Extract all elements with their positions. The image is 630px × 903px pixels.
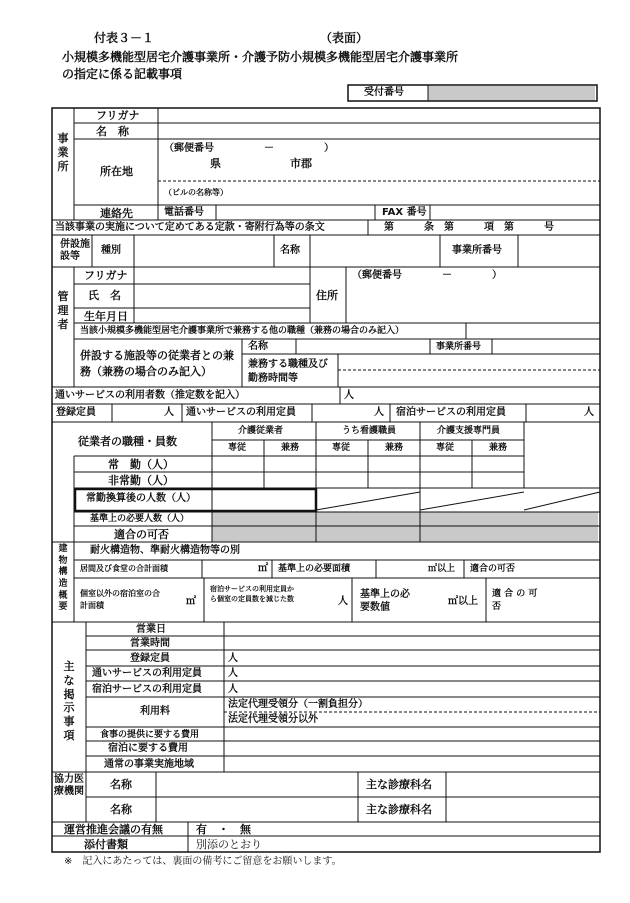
title-line2: の指定に係る記載事項 [62, 67, 183, 81]
medical-section-label: 協力医療機関 [54, 774, 84, 797]
notice-fee-covered: 法定代理受領分（一割負担分） [228, 699, 368, 710]
manager-postal: （郵便番号 － ） [352, 270, 502, 281]
office-building: （ビルの名称等） [164, 188, 228, 197]
stay-capacity-label: 宿泊サービスの利用定員 [396, 407, 506, 418]
office-section-label: 事業所 [57, 132, 69, 173]
medical1-subject-label: 主な診療科名 [366, 778, 432, 791]
medical2-subject-label: 主な診療科名 [366, 803, 432, 816]
manager-facility-staff: 併設する施設等の従業者との兼務（兼務の場合のみ記入） [80, 349, 234, 378]
staff-sen-3: 専従 [436, 443, 455, 453]
article-number: 第 条 第 項 第 号 [384, 222, 554, 233]
living-area-unit: ㎡ [258, 563, 268, 574]
staff-sen-1: 専従 [228, 443, 247, 453]
notice-day-capacity-label: 通いサービスの利用定員 [92, 668, 202, 679]
footnote: ※ 記入にあたっては、裏面の備考にご留意をお願いします。 [64, 856, 342, 867]
staff-row-fulltime: 常 勤（人） [108, 458, 174, 471]
estimated-users-label: 通いサービスの利用者数（推定数を記入） [55, 390, 245, 401]
office-fax-label: FAX 番号 [382, 207, 427, 218]
meeting-label: 運営推進会議の有無 [64, 823, 163, 836]
rooms-fit-label: 適 合 の 可 否 [492, 589, 538, 612]
notices-section-label: 主な掲示事項 [63, 660, 75, 742]
staff-row-required: 基準上の必要人数（人） [90, 514, 190, 524]
medical2-name-label: 名称 [110, 803, 132, 816]
facility-kind-label: 種別 [101, 245, 121, 256]
articles-label: 当該事業の実施について定めてある定款・寄附行為等の条文 [55, 222, 325, 233]
office-furigana-label: フリガナ [96, 109, 140, 122]
required-shade [212, 512, 598, 542]
notice-stay-capacity-unit: 人 [228, 684, 238, 695]
manager-facility-number-label: 事業所番号 [436, 342, 482, 352]
staff-sen-2: 専従 [332, 443, 351, 453]
manager-name-label: 氏 名 [88, 289, 121, 302]
notice-registered-label: 登録定員 [130, 653, 170, 664]
std-value-unit: ㎡以上 [448, 596, 478, 607]
area-fit-label: 適合の可否 [470, 564, 516, 574]
meeting-value[interactable]: 有 ・ 無 [196, 823, 251, 836]
office-city: 市郡 [290, 157, 312, 170]
estimated-users-unit: 人 [344, 390, 354, 401]
staff-row-fit: 適合の可否 [114, 528, 169, 541]
manager-section-label: 管理者 [57, 290, 69, 331]
facility-label: 併設施設等 [60, 239, 90, 262]
notice-days-label: 営業日 [136, 624, 166, 635]
notice-fee-label: 利用料 [140, 706, 170, 717]
office-postal: （郵便番号 － ） [164, 143, 334, 154]
registered-capacity-unit: 人 [164, 407, 174, 418]
receipt-label: 受付番号 [364, 87, 404, 98]
rooms-area-label: 個室以外の宿泊室の合計面積 [80, 589, 160, 610]
notice-area-label: 通常の事業実施地域 [104, 759, 194, 770]
staff-col-manager: 介護支援専門員 [437, 426, 501, 436]
manager-furigana-label: フリガナ [84, 269, 128, 282]
form-number: 付表３－１ [94, 31, 155, 45]
notice-lodging-label: 宿泊に要する費用 [108, 743, 188, 754]
facility-name-label: 名称 [280, 245, 300, 256]
office-name-label: 名 称 [96, 125, 129, 138]
office-address-label: 所在地 [100, 165, 133, 178]
std-value-label: 基準上の必要数値 [360, 589, 410, 613]
staff-col-nurse: うち看護職員 [342, 426, 397, 436]
stay-capacity-diff-label: 宿泊サービスの利用定員から個室の定員数を減じた数 [210, 585, 294, 604]
staff-ken-3: 兼務 [489, 443, 508, 453]
title-line1: 小規模多機能型居宅介護事業所・介護予防小規模多機能型居宅介護事業所 [62, 50, 459, 64]
manager-job-hours: 兼務する職種及び勤務時間等 [248, 359, 328, 384]
rooms-area-unit: ㎡ [186, 596, 196, 607]
attachments-value: 別添のとおり [196, 838, 262, 851]
receipt-number-field[interactable] [429, 86, 595, 101]
office-pref: 県 [210, 157, 221, 170]
notice-day-capacity-unit: 人 [228, 668, 238, 679]
registered-capacity-label: 登録定員 [56, 407, 96, 418]
building-section-label: 建物構造概要 [58, 544, 68, 613]
stay-capacity-diff-unit: 人 [338, 596, 348, 607]
medical1-name-label: 名称 [110, 778, 132, 791]
fire-structure-label: 耐火構造物、準耐火構造物等の別 [90, 545, 240, 556]
std-area-unit: ㎡以上 [428, 564, 456, 574]
staff-col-care: 介護従業者 [238, 426, 284, 436]
manager-facility-name-label: 名称 [248, 341, 268, 352]
office-tel-label: 電話番号 [164, 207, 204, 218]
side-label: （表面） [320, 31, 369, 45]
notice-fee-other: 法定代理受領分以外 [228, 714, 318, 725]
notice-hours-label: 営業時間 [130, 638, 170, 649]
staff-ken-2: 兼務 [385, 443, 404, 453]
stay-capacity-unit: 人 [584, 407, 594, 418]
facility-number-label: 事業所番号 [452, 245, 502, 256]
staff-header: 従業者の職種・員数 [78, 435, 177, 448]
manager-birth-label: 生年月日 [84, 310, 128, 323]
attachments-label: 添付書類 [84, 838, 128, 851]
staff-row-fte: 常勤換算後の人数（人） [86, 493, 196, 504]
staff-ken-1: 兼務 [281, 443, 300, 453]
notice-stay-capacity-label: 宿泊サービスの利用定員 [92, 684, 202, 695]
living-area-label: 居間及び食堂の合計面積 [80, 564, 168, 573]
office-contact-label: 連絡先 [100, 207, 133, 220]
day-capacity-unit: 人 [374, 407, 384, 418]
manager-address-label: 住所 [316, 289, 338, 302]
manager-other-job: 当該小規模多機能型居宅介護事業所で兼務する他の職種（兼務の場合のみ記入） [80, 326, 405, 336]
std-area-label: 基準上の必要面積 [278, 564, 351, 574]
day-capacity-label: 通いサービスの利用定員 [186, 407, 296, 418]
notice-registered-unit: 人 [228, 653, 238, 664]
staff-row-parttime: 非常勤（人） [108, 474, 174, 487]
notice-meal-label: 食事の提供に要する費用 [100, 730, 200, 740]
